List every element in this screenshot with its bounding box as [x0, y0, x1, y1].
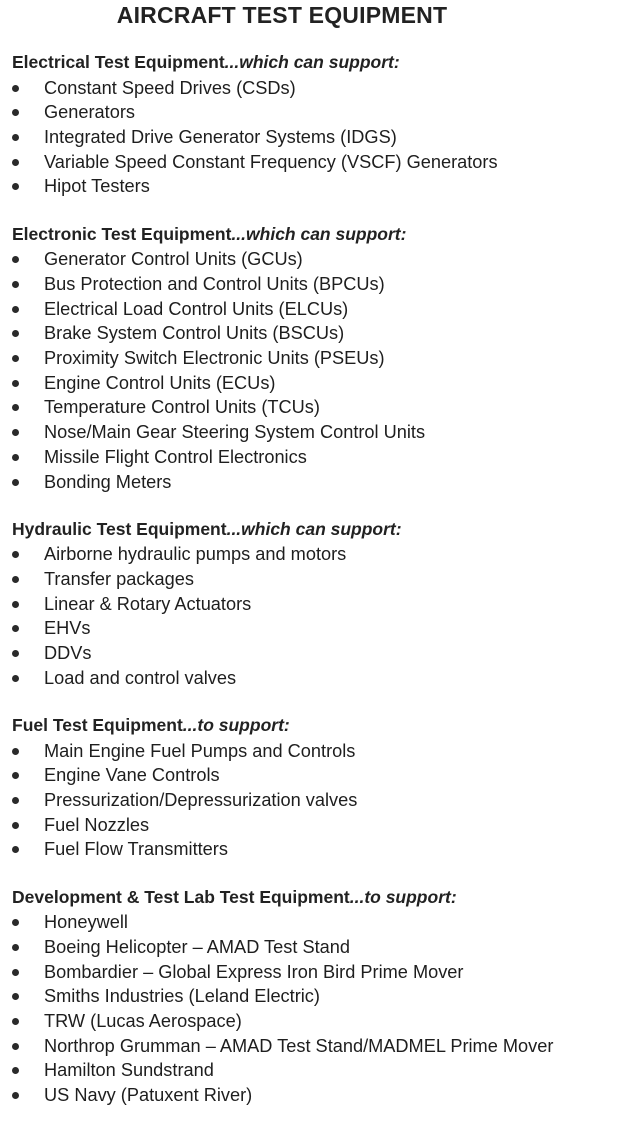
list-item-text: Airborne hydraulic pumps and motors	[44, 544, 347, 565]
list-item-text: Generators	[44, 102, 135, 123]
list-item-text: Honeywell	[44, 912, 128, 933]
list-item	[12, 100, 637, 125]
list-item-text: Generator Control Units (GCUs)	[44, 249, 303, 270]
equipment-section	[12, 886, 637, 1108]
bullet-icon	[12, 944, 19, 951]
list-item-text: Electrical Load Control Units (ELCUs)	[44, 298, 349, 319]
bullet-icon	[12, 281, 19, 288]
document-title: AIRCRAFT TEST EQUIPMENT	[116, 2, 448, 28]
list-item-text: Engine Control Units (ECUs)	[44, 372, 276, 393]
list-item	[12, 125, 637, 150]
bullet-icon	[12, 1092, 19, 1099]
list-item-text: Bus Protection and Control Units (BPCUs)	[44, 274, 385, 294]
section-heading	[12, 518, 637, 540]
equipment-section	[12, 518, 637, 691]
list-item	[12, 445, 637, 470]
bullet-list	[12, 76, 637, 199]
list-item	[12, 371, 637, 396]
list-item	[12, 150, 637, 175]
bullet-icon	[12, 625, 19, 632]
list-item-text: Bonding Meters	[44, 471, 172, 492]
bullet-icon	[12, 846, 19, 853]
bullet-icon	[12, 1067, 19, 1074]
section-heading	[12, 51, 637, 73]
list-item	[12, 1058, 637, 1083]
section-heading-suffix: ...which can support:	[231, 223, 407, 244]
bullet-icon	[12, 306, 19, 313]
bullet-list	[12, 739, 637, 862]
bullet-icon	[12, 404, 19, 411]
list-item-text: Proximity Switch Electronic Units (PSEUs)	[44, 348, 385, 369]
list-item-text: Fuel Flow Transmitters	[44, 839, 228, 860]
list-item-text: Missile Flight Control Electronics	[44, 446, 307, 467]
list-item	[12, 616, 637, 641]
bullet-icon	[12, 675, 19, 682]
bullet-icon	[12, 772, 19, 779]
list-item-text: TRW (Lucas Aerospace)	[44, 1011, 242, 1032]
sections-container	[12, 51, 637, 1131]
bullet-icon	[12, 993, 19, 1000]
bullet-icon	[12, 551, 19, 558]
list-item	[12, 346, 637, 371]
section-heading-suffix: ...to support:	[182, 715, 290, 735]
list-item	[12, 960, 637, 985]
list-item-text: Temperature Control Units (TCUs)	[44, 397, 320, 418]
section-heading	[12, 886, 637, 908]
list-item-text: EHVs	[44, 618, 91, 639]
list-item	[12, 272, 637, 297]
bullet-icon	[12, 650, 19, 657]
list-item	[12, 935, 637, 960]
list-item	[12, 567, 637, 592]
list-item	[12, 321, 637, 346]
equipment-section	[12, 714, 637, 862]
list-item-text: Brake System Control Units (BSCUs)	[44, 323, 345, 344]
list-item-text: Engine Vane Controls	[44, 765, 220, 786]
list-item-text: Load and control valves	[44, 667, 237, 688]
list-item	[12, 984, 637, 1009]
list-item	[12, 763, 637, 788]
bullet-icon	[12, 159, 19, 166]
section-heading-suffix: ...to support:	[349, 886, 457, 907]
bullet-icon	[12, 355, 19, 362]
list-item-text: Constant Speed Drives (CSDs)	[44, 77, 296, 98]
list-item	[12, 910, 637, 935]
list-item	[12, 739, 637, 764]
list-item	[12, 76, 637, 101]
list-item	[12, 174, 637, 199]
section-heading-suffix: ...which can support:	[226, 518, 402, 539]
list-item	[12, 666, 637, 691]
bullet-icon	[12, 1018, 19, 1025]
list-item	[12, 542, 637, 567]
equipment-section	[12, 51, 637, 199]
bullet-icon	[12, 822, 19, 829]
list-item-text: Pressurization/Depressurization valves	[44, 790, 358, 811]
section-heading-title: Development & Test Lab Test Equipment	[12, 886, 350, 907]
list-item-text: US Navy (Patuxent River)	[44, 1085, 253, 1106]
list-item-text: Hipot Testers	[44, 176, 150, 197]
list-item-text: Smiths Industries (Leland Electric)	[44, 986, 320, 1007]
list-item-text: Transfer packages	[44, 569, 194, 590]
list-item-text: Bombardier – Global Express Iron Bird Prime Mover	[44, 961, 464, 982]
list-item	[12, 297, 637, 322]
list-item	[12, 1009, 637, 1034]
list-item-text: Variable Speed Constant Frequency (VSCF) Generators	[44, 151, 498, 172]
list-item-text: Boeing Helicopter – AMAD Test Stand	[44, 937, 350, 957]
list-item-text: Northrop Grumman – AMAD Test Stand/MADMEL Prime Mover	[44, 1035, 554, 1056]
list-item	[12, 395, 637, 420]
list-item-text: DDVs	[44, 643, 92, 664]
section-heading	[12, 223, 637, 245]
list-item-text: Fuel Nozzles	[44, 814, 150, 835]
list-item	[12, 641, 637, 666]
list-item-text: Linear & Rotary Actuators	[44, 593, 252, 614]
bullet-icon	[12, 919, 19, 926]
list-item-text: Integrated Drive Generator Systems (IDGS)	[44, 127, 397, 148]
bullet-icon	[12, 576, 19, 583]
bullet-icon	[12, 429, 19, 436]
list-item	[12, 813, 637, 838]
list-item-text: Hamilton Sundstrand	[44, 1060, 214, 1081]
section-heading-title: Electrical Test Equipment	[12, 52, 225, 72]
bullet-icon	[12, 1043, 19, 1050]
bullet-icon	[12, 134, 19, 141]
section-heading-suffix: ...which can support:	[224, 52, 400, 72]
section-heading-title: Hydraulic Test Equipment	[12, 518, 227, 539]
bullet-icon	[12, 969, 19, 976]
list-item	[12, 1083, 637, 1108]
bullet-icon	[12, 601, 19, 608]
bullet-icon	[12, 183, 19, 190]
bullet-list	[12, 910, 637, 1108]
list-item-text: Nose/Main Gear Steering System Control Units	[44, 422, 426, 443]
list-item	[12, 247, 637, 272]
bullet-icon	[12, 256, 19, 263]
bullet-list	[12, 542, 637, 690]
bullet-icon	[12, 748, 19, 755]
section-heading-title: Electronic Test Equipment	[12, 223, 232, 244]
bullet-list	[12, 247, 637, 494]
list-item	[12, 837, 637, 862]
bullet-icon	[12, 479, 19, 486]
bullet-icon	[12, 380, 19, 387]
list-item	[12, 1034, 637, 1059]
list-item	[12, 470, 637, 495]
list-item	[12, 788, 637, 813]
equipment-section	[12, 223, 637, 495]
bullet-icon	[12, 454, 19, 461]
section-heading-title: Fuel Test Equipment	[12, 715, 183, 735]
section-heading	[12, 714, 637, 736]
list-item-text: Main Engine Fuel Pumps and Controls	[44, 740, 356, 761]
list-item	[12, 420, 637, 445]
bullet-icon	[12, 797, 19, 804]
bullet-icon	[12, 109, 19, 116]
bullet-icon	[12, 85, 19, 92]
list-item	[12, 592, 637, 617]
bullet-icon	[12, 330, 19, 337]
